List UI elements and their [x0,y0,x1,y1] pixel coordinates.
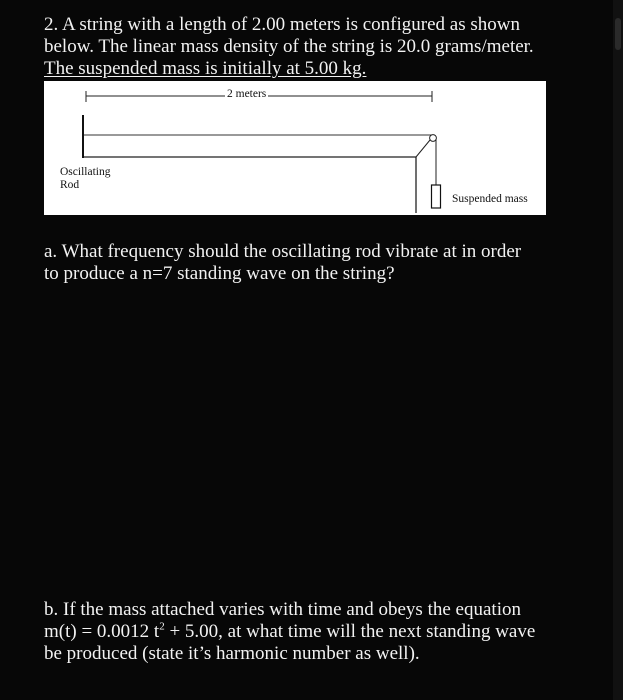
rod-label-line: Rod [60,179,80,191]
rod-label [60,166,110,192]
scrollbar-track[interactable] [613,0,623,700]
pulley [430,135,437,142]
problem-line: below. The linear mass density of the string is 20.0 grams/meter. [44,36,534,57]
equation-exponent: 2 [159,620,165,633]
problem-line: The suspended mass is initially at 5.00 kg. [44,58,367,79]
scrollbar-thumb[interactable] [615,18,621,50]
problem-line: 2. A string with a length of 2.00 meters is configured as shown [44,14,520,35]
question-a-line: a. What frequency should the oscillating rod vibrate at in order [44,241,522,262]
rod-label-line: Oscillating [60,166,111,178]
question-b-line: b. If the mass attached varies with time and obeys the equation [44,599,521,620]
question-b [44,599,584,665]
question-a [44,241,584,285]
question-b-line [44,621,584,643]
question-b-line: be produced (state it’s harmonic number as well). [44,643,420,664]
problem-statement [44,14,564,80]
string-setup-diagram [44,81,546,215]
question-a-line: to produce a n=7 standing wave on the string? [44,263,395,284]
equation-continuation: + 5.00, at what time will the next standing wave [164,621,536,642]
pulley-bracket [416,140,430,157]
equation-text: m(t) = 0.0012 t [44,621,160,642]
length-label: 2 meters [227,88,267,100]
mass-label: Suspended mass [452,193,528,205]
suspended-mass [432,185,441,208]
